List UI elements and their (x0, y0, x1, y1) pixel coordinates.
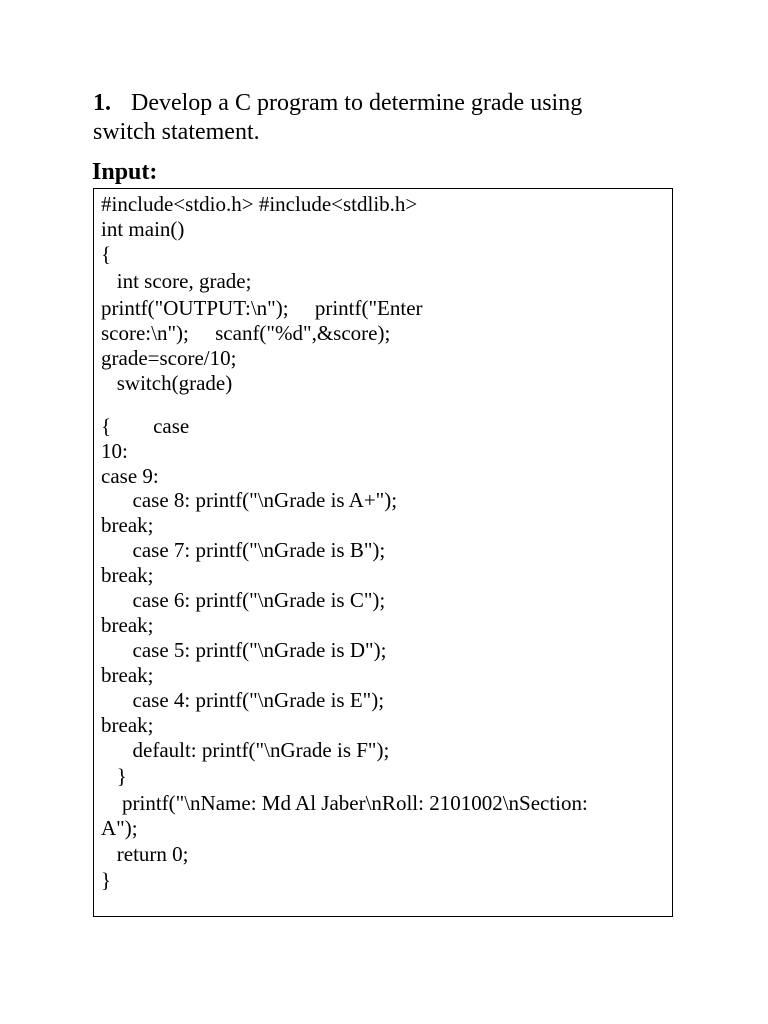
code-line: case 8: printf("\nGrade is A+"); (101, 488, 398, 512)
code-line: case 9: (101, 464, 159, 488)
input-label: Input: (92, 159, 158, 185)
question-heading (93, 89, 673, 147)
code-line: case 4: printf("\nGrade is E"); (101, 688, 385, 712)
question-text-line-2: switch statement. (93, 119, 260, 145)
code-line: switch(grade) (101, 371, 233, 395)
code-line: break; (101, 563, 154, 587)
code-line: printf("OUTPUT:\n"); printf("Enter (101, 296, 423, 320)
code-line: { (101, 242, 112, 266)
code-line: case 6: printf("\nGrade is C"); (101, 588, 386, 612)
code-line: int main() (101, 217, 185, 241)
code-line: A"); (101, 816, 138, 840)
code-line: break; (101, 613, 154, 637)
code-line: return 0; (101, 842, 189, 866)
code-line: case 5: printf("\nGrade is D"); (101, 638, 387, 662)
code-line: break; (101, 663, 154, 687)
question-number: 1. (93, 90, 111, 116)
code-line: #include<stdio.h> #include<stdlib.h> (101, 192, 418, 216)
code-line: } (101, 868, 112, 892)
code-line: } (101, 764, 127, 788)
question-line-1 (93, 89, 673, 118)
code-box (93, 188, 673, 917)
code-line: case 7: printf("\nGrade is B"); (101, 538, 386, 562)
code-line: default: printf("\nGrade is F"); (101, 738, 390, 762)
code-line: break; (101, 713, 154, 737)
code-line: break; (101, 513, 154, 537)
code-line: grade=score/10; (101, 346, 237, 370)
code-line: 10: (101, 439, 128, 463)
code-line: { case (101, 414, 190, 438)
question-text-line-1: Develop a C program to determine grade using (131, 90, 583, 116)
code-line: score:\n"); scanf("%d",&score); (101, 321, 391, 345)
code-line: printf("\nName: Md Al Jaber\nRoll: 2101002\nSection: (101, 791, 588, 815)
code-line: int score, grade; (101, 269, 252, 293)
